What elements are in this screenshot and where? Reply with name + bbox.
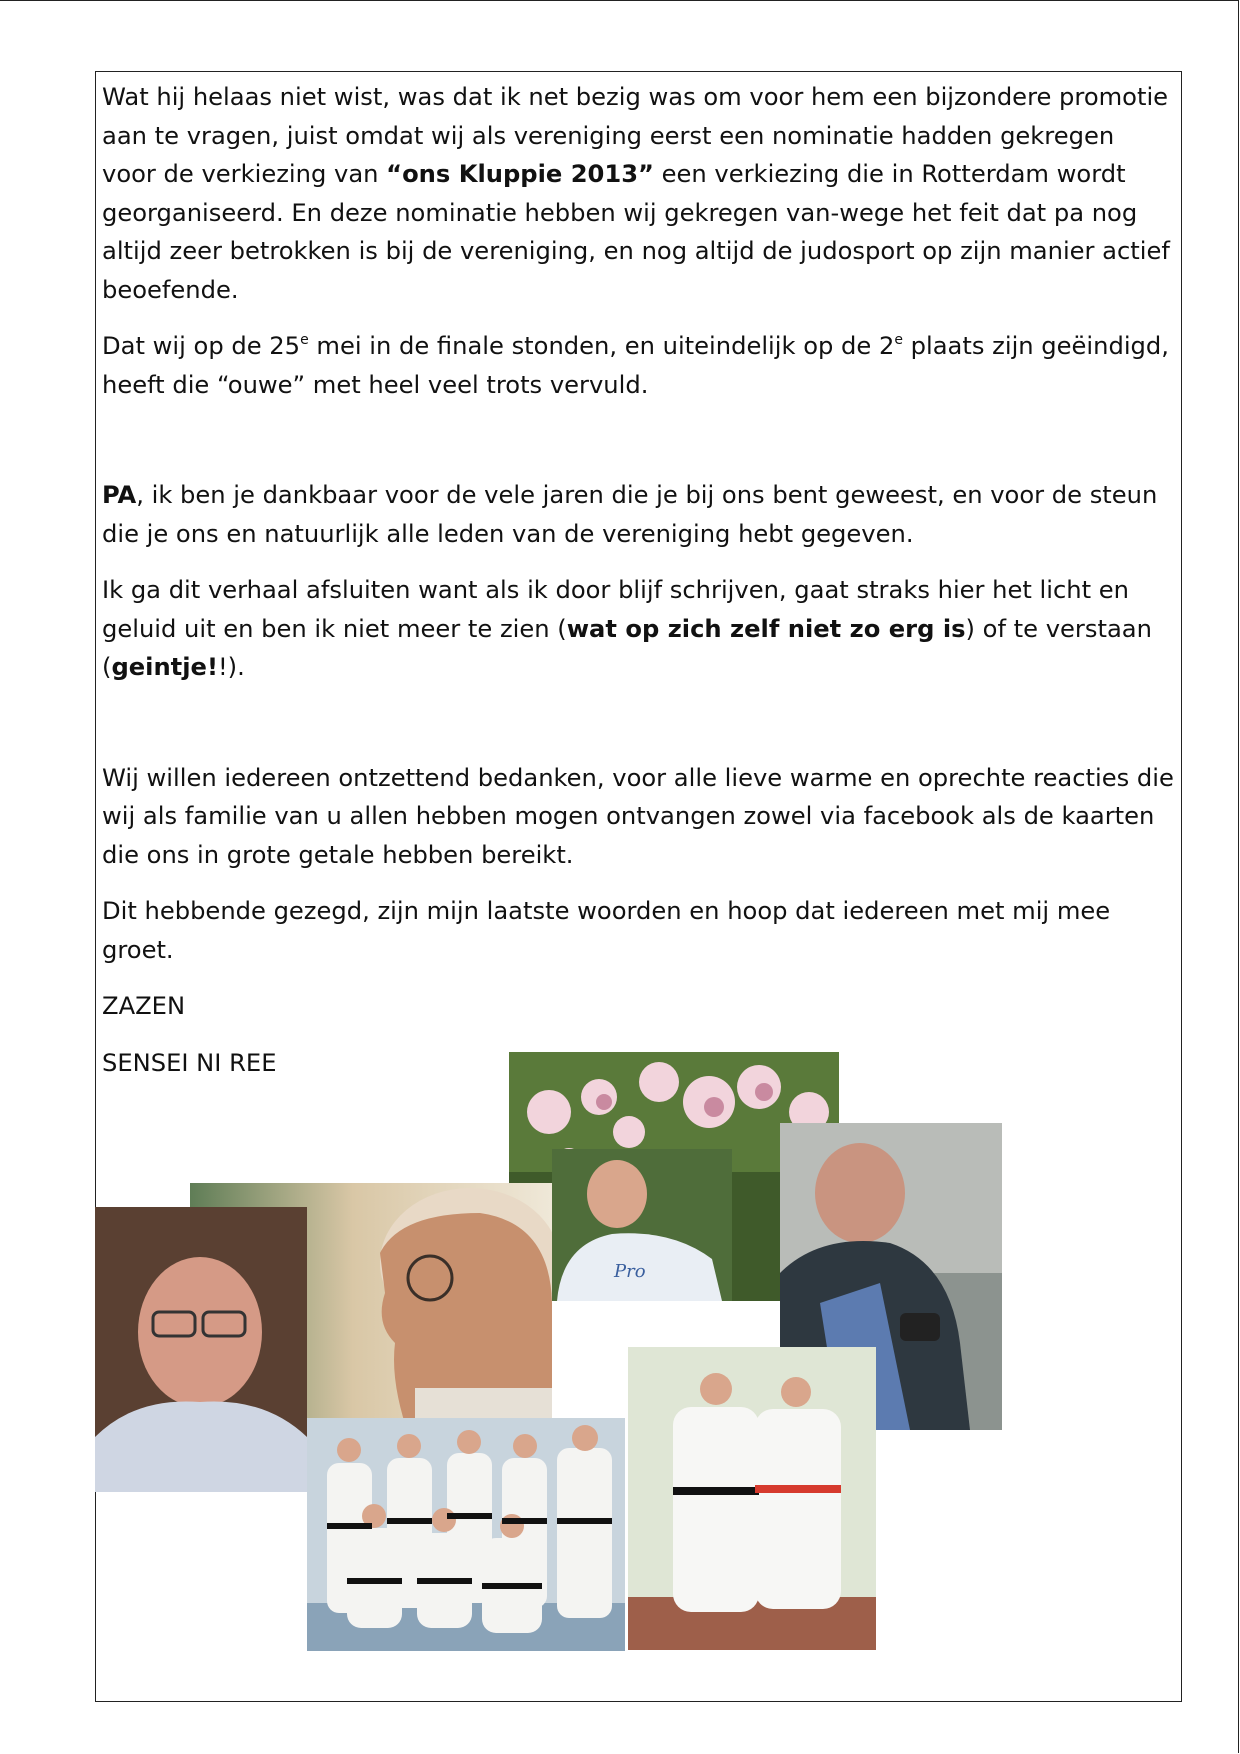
- photo-portrait-glasses: [95, 1207, 307, 1492]
- spacer: [102, 705, 1174, 759]
- paragraph-farewell: Dit hebbende gezegd, zijn mijn laatste woorden en hoop dat iedereen met mij mee groet.: [102, 897, 1111, 964]
- quote-open: “: [386, 160, 403, 188]
- paragraph-promotion: Wat hij helaas niet wist, was dat ik net bezig was om voor hem een bijzondere promotie aan te vragen, juist omdat wij als vereniging eerst een nominatie hadden gekregen voor de verkiezing van “ons Kluppie 2013” een verkiezing die in Rotterdam wordt georganiseerd. En deze nominatie hebben wij gekregen van-wege het feit dat pa nog altijd zeer betrokken is bij de vereniging, en nog altijd de judosport op zijn manier actief beoefende.: [102, 83, 1170, 304]
- paragraph-closing-joke: Ik ga dit verhaal afsluiten want als ik door blijf schrijven, gaat straks hier het licht en geluid uit en ben ik niet meer te zien (wat op zich zelf niet zo erg is) of te verstaan (geintje!!).: [102, 576, 1152, 681]
- svg-text:Pro: Pro: [614, 1261, 646, 1282]
- paragraph-thanks-all: Wij willen iedereen ontzettend bedanken, voor alle lieve warme en oprechte reacties die wij als familie van u allen hebben mogen ontvangen zowel via facebook als de kaarten die ons in grote getale hebben bereikt.: [102, 763, 1174, 869]
- photo-smiling-tshirt: [552, 1149, 732, 1301]
- quote-close: ”: [638, 160, 654, 188]
- document-body: [102, 78, 1174, 1100]
- signature: SENSEI NI REE: [102, 1048, 277, 1077]
- club-award-name: ons Kluppie 2013: [402, 160, 639, 188]
- paragraph-final: Dat wij op de 25e mei in de finale stonden, en uiteindelijk op de 2e plaats zijn geëindigd, heeft die “ouwe” met heel veel trots vervuld.: [102, 332, 1169, 399]
- spacer: [102, 422, 1174, 476]
- paragraph-thanks-pa: PA, ik ben je dankbaar voor de vele jaren die je bij ons bent geweest, en voor de steun die je ons en natuurlijk alle leden van de vereniging hebt gegeven.: [102, 481, 1158, 548]
- closing-word: ZAZEN: [102, 992, 186, 1020]
- photo-judo-group: [307, 1418, 625, 1651]
- photo-judo-duo: [628, 1347, 876, 1650]
